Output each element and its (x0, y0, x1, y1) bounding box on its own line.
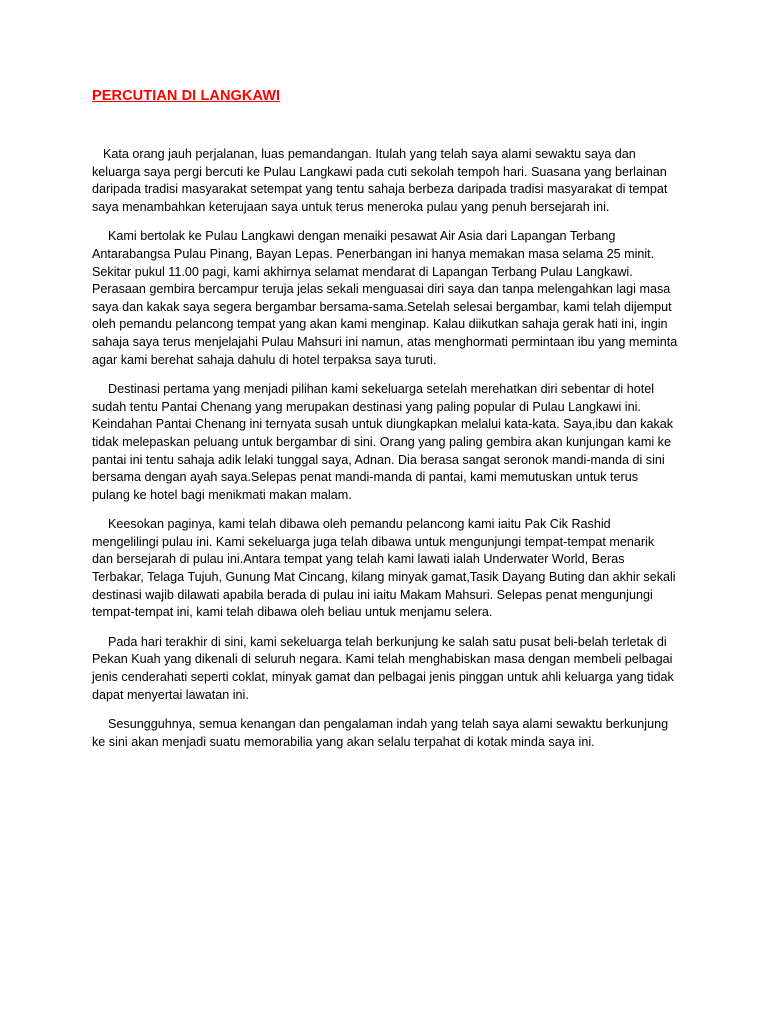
paragraph-5: Pada hari terakhir di sini, kami sekeluarga telah berkunjung ke salah satu pusat beli-belah terletak di Pekan Kuah yang dikenali di seluruh negara. Kami telah menghabiskan masa dengan membeli pelbagai jenis cenderahati seperti coklat, minyak gamat dan pelbagai jenis pinggan untuk ahli keluarga yang tidak dapat menyertai lawatan ini. (92, 634, 674, 702)
document-body (92, 146, 678, 763)
document-title: PERCUTIAN DI LANGKAWI (92, 88, 281, 104)
paragraph-4: Keesokan paginya, kami telah dibawa oleh pemandu pelancong kami iaitu Pak Cik Rashid mengelilingi pulau ini. Kami sekeluarga juga telah dibawa untuk mengunjungi tempat-tempat menarik dan bersejarah di pulau ini.Antara tempat yang telah kami lawati ialah Underwater World, Beras Terbakar, Telaga Tujuh, Gunung Mat Cincang, kilang minyak gamat,Tasik Dayang Buting dan akhir sekali destinasi wajib dilawati apabila berada di pulau ini iaitu Makam Mahsuri. Selepas penat mengunjungi tempat-tempat ini, kami telah dibawa oleh beliau untuk menjamu selera. (92, 517, 676, 620)
paragraph-6: Sesungguhnya, semua kenangan dan pengalaman indah yang telah saya alami sewaktu berkunjung ke sini akan menjadi suatu memorabilia yang akan selalu terpahat di kotak minda saya ini. (92, 717, 669, 749)
paragraph-1: Kata orang jauh perjalanan, luas pemandangan. Itulah yang telah saya alami sewaktu saya dan keluarga saya pergi bercuti ke Pulau Langkawi pada cuti sekolah tempoh hari. Suasana yang berlainan daripada tradisi masyarakat setempat yang tentu sahaja berbeza daripada tradisi masyarakat di tempat saya menambahkan keterujaan saya untuk terus meneroka pulau yang penuh bersejarah ini. (92, 147, 668, 214)
paragraph-2: Kami bertolak ke Pulau Langkawi dengan menaiki pesawat Air Asia dari Lapangan Terbang Antarabangsa Pulau Pinang, Bayan Lepas. Penerbangan ini hanya memakan masa selama 25 minit. Sekitar pukul 11.00 pagi, kami akhirnya selamat mendarat di Lapangan Terbang Pulau Langkawi. Perasaan gembira bercampur teruja jelas sekali menguasai diri saya dan tanpa melengahkan lagi masa saya dan kakak saya segera bergambar bersama-sama.Setelah selesai bergambar, kami telah dijemput oleh pemandu pelancong tempat yang akan kami menginap. Kalau diikutkan sahaja gerak hati ini, ingin sahaja saya terus menjelajahi Pulau Mahsuri ini namun, atas menghormati permintaan ibu yang meminta agar kami berehat sahaja dahulu di hotel terpaksa saya turuti. (92, 229, 678, 367)
paragraph-3: Destinasi pertama yang menjadi pilihan kami sekeluarga setelah merehatkan diri sebentar di hotel sudah tentu Pantai Chenang yang merupakan destinasi yang paling popular di Pulau Langkawi ini. Keindahan Pantai Chenang ini ternyata susah untuk diungkapkan melalui kata-kata. Saya,ibu dan kakak tidak melepaskan peluang untuk bergambar di sini. Orang yang paling gembira akan kunjungan kami ke pantai ini tentu sahaja adik lelaki tunggal saya, Adnan. Dia berasa sangat seronok mandi-manda di sini bersama dengan ayah saya.Selepas penat mandi-manda di pantai, kami memutuskan untuk terus pulang ke hotel bagi menikmati makan malam. (92, 382, 674, 502)
